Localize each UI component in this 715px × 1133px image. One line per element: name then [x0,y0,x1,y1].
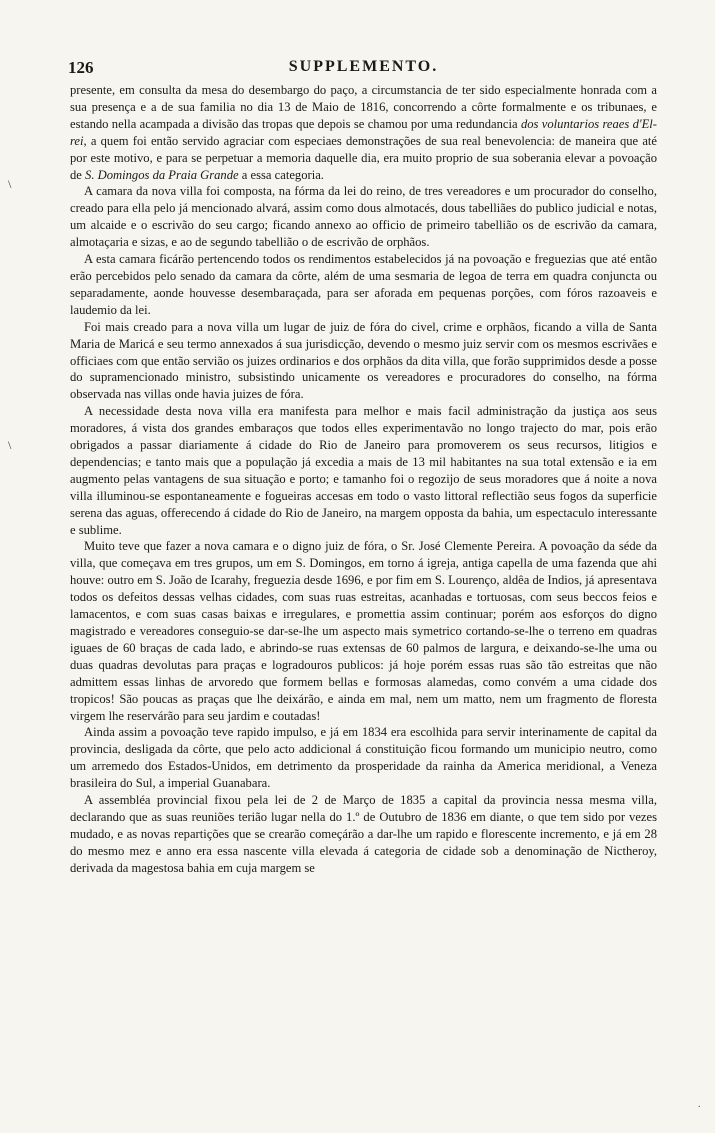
running-title: SUPPLEMENTO. [288,58,439,75]
corner-speck: · [697,1101,701,1113]
text-run: Ainda assim a povoação teve rapido impulso, e já em 1834 era escolhida para servir interinamente de capital da provincia, desligada da côrte, que pelo acto addicional á constituição ficou formando um municipio neutro, como um arremedo dos Estados-Unidos, em detrimento da prosperidade da rainha da America meridional, a Veneza brasileira do Sul, a imperial Guanabara. [70,725,657,791]
text-run: a essa categoria. [238,167,324,182]
text-run: presente, em consulta da mesa do desembargo do paço, a circumstancia de ter sido especialmente honrada com a sua presença e a de sua familia no dia 13 de Maio de 1816, concorrendo a côrte formalmente e os tribunaes, e estando nella acampada a divisão das tropas que depois se chamou por uma redundancia [70,83,657,131]
margin-mark: \ [8,177,12,191]
text-run: A assembléa provincial fixou pela lei de 2 de Março de 1835 a capital da provincia nessa mesma villa, declarando que as suas reuniões terião lugar nella do 1.º de Outubro de 1836 em diante, o que tem sido por vezes mudado, e as novas repartições que se crearão começárão a dar-lhe um rapido e florescente incremento, e já em 28 do mesmo mez e anno era essa nascente villa elevada á categoria de cidade sob a denominação de Nictheroy, derivada da magestosa bahia em cuja margem se [70,793,657,875]
text-run: Muito teve que fazer a nova camara e o digno juiz de fóra, o Sr. José Clemente Pereira. A povoação da séde da villa, que começava em tres grupos, um em S. Domingos, em torno á igreja, antiga capella de uma fazenda que ahi houve: outro em S. João de Icarahy, freguezia desde 1696, e por fim em S. Lourenço, aldêa de Indios, já apresentava todos os defeitos dessas velhas cidades, com suas ruas estreitas, acanhadas e tortuosas, com seus beccos feios e lamacentos, e com suas casas baixas e irregulares, e promettia assim continuar; porém aos esforços do digno magistrado e vereadores conseguio-se dar-se-lhe um aspecto mais symetrico cortando-se-lhe o terreno em quadras iguaes de 60 braças de cada lado, e abrindo-se ruas extensas de 60 palmos de largura, e deixando-se-lhe uma ou duas quadras devolutas para praças e logradouros publicos: já hoje porém essas ruas são tão estreitas que não admittem essas linhas de arvoredo que formem bellas e formosas alamedas, como convém a uma cidade dos tropicos! São poucas as praças que lhe deixárão, e ainda em mal, nem um matto, nem um fragmento de floresta virgem lhe reservárão para seu jardim e coutadas! [70,539,657,723]
paragraph [70,183,657,251]
italic-phrase: S. Domingos da Praia Grande [85,167,239,182]
paragraph [70,251,657,319]
paragraph [70,403,657,538]
margin-mark: \ [8,438,12,452]
page-number: 126 [68,58,94,77]
paragraph [70,82,657,183]
paragraph [70,319,657,404]
text-run: , a quem foi então servido agraciar com especiaes demonstrações de sua real benevolencia: de maneira que até por este motivo, e para se perpetuar a memoria daquelle dia, era muito proprio de sua soberania elevar a povoação de [70,133,657,182]
paragraph [70,724,657,792]
page-body [70,82,657,877]
text-run: A esta camara ficárão pertencendo todos os rendimentos estabelecidos já na povoação e freguezias que até então erão percebidos pelo senado da camara da côrte, além de uma sesmaria de legoa de terra em quadra conjuncta ou separadamente, aonde houvesse desembaraçada, para ser aforada em pequenas porções, com fóros razoaveis e laudemio da lei. [70,252,657,317]
paragraph [70,792,657,877]
text-run: Foi mais creado para a nova villa um lugar de juiz de fóra do civel, crime e orphãos, ficando a villa de Santa Maria de Maricá e seu termo annexados á sua jurisdicção, devendo o mesmo juiz servir com os mesmos escrivães e officiaes com que então servião os juizes ordinarios e dos orphãos da dita villa, que forão supprimidos desde a posse do supramencionado ministro, subsistindo unicamente os vereadores e procuradores do conselho, na fórma observada nas villas onde havia juizes de fóra. [70,319,657,402]
text-run: A camara da nova villa foi composta, na fórma da lei do reino, de tres vereadores e um procurador do conselho, creado para ella pelo já mencionado alvará, assim como dous almotacés, dous tabelliães do publico judicial e notas, um alcaide e o escrivão do seu cargo; ficando annexo ao officio de primeiro tabellião os de escrivão da camara, almotaçaria e sizas, e ao de segundo tabellião o de escrivão de orphãos. [70,184,657,250]
paragraph [70,538,657,724]
text-run: A necessidade desta nova villa era manifesta para melhor e mais facil administração da justiça aos seus moradores, á vista dos grandes embaraços que todos elles experimentavão no longo trajecto do mar, pois erão obrigados a passar diariamente á cidade do Rio de Janeiro para promoverem os seus recursos, litigios e dependencias; e tanto mais que a população já excedia a mais de 13 mil habitantes na sua total extensão e ia em augmento pelas vantagens de sua situação e porto; e tamanho foi o regozijo de seus moradores que á noite a nova villa illuminou-se espontaneamente e fogueiras accesas em todo o vasto littoral reflectião seus fogos da superficie serena das aguas, offerecendo á cidade do Rio de Janeiro, na margem opposta da bahia, um espectaculo interessante e sublime. [70,404,657,537]
running-head [70,54,657,80]
italic-phrase: dos voluntarios reaes d'El-rei [70,116,657,148]
